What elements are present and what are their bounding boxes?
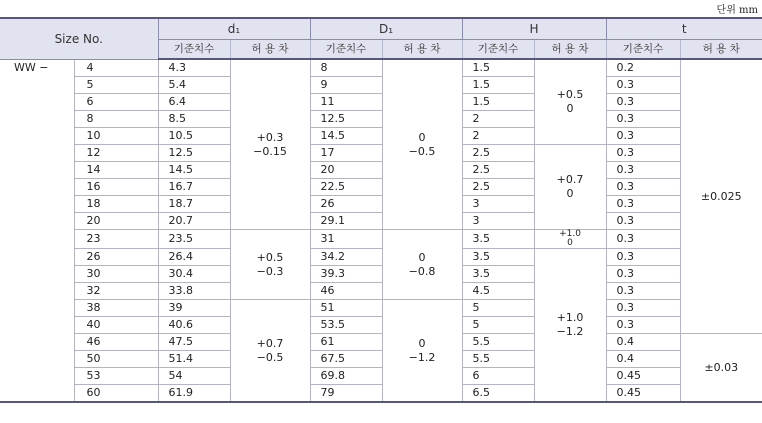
size-no-cell: 26 xyxy=(74,249,158,266)
d1-nominal-cell: 18.7 xyxy=(158,196,230,213)
H-nominal-cell: 2.5 xyxy=(462,162,534,179)
d1-nominal-cell: 10.5 xyxy=(158,128,230,145)
H-tolerance-cell-upper: +1.0 xyxy=(559,229,581,239)
size-no-cell: 32 xyxy=(74,283,158,300)
D1-nominal-cell: 67.5 xyxy=(310,351,382,368)
t-nominal-cell: 0.3 xyxy=(606,249,680,266)
D1-nominal-cell: 17 xyxy=(310,145,382,162)
H-tolerance-cell-upper: +0.7 xyxy=(556,173,584,186)
d1-tolerance-cell-lower: −0.5 xyxy=(256,350,284,364)
d1-nominal-cell: 5.4 xyxy=(158,77,230,94)
table-row xyxy=(0,351,762,368)
table-row xyxy=(0,128,762,145)
d1-tolerance-cell-upper: +0.7 xyxy=(256,336,284,350)
header-size-no: Size No. xyxy=(0,18,158,59)
D1-nominal-cell: 34.2 xyxy=(310,249,382,266)
t-tolerance-cell-upper: ±0.03 xyxy=(704,360,739,374)
D1-nominal-cell: 79 xyxy=(310,385,382,403)
d1-nominal-cell: 51.4 xyxy=(158,351,230,368)
header-H: H xyxy=(462,18,606,39)
H-tolerance-cell xyxy=(534,59,606,145)
t-nominal-cell: 0.3 xyxy=(606,179,680,196)
t-nominal-cell: 0.3 xyxy=(606,300,680,317)
t-nominal-cell: 0.2 xyxy=(606,59,680,77)
table-row xyxy=(0,162,762,179)
d1-nominal-cell: 33.8 xyxy=(158,283,230,300)
t-nominal-cell: 0.4 xyxy=(606,334,680,351)
size-no-cell: 14 xyxy=(74,162,158,179)
table-row xyxy=(0,179,762,196)
D1-nominal-cell: 61 xyxy=(310,334,382,351)
size-no-cell: 20 xyxy=(74,213,158,230)
size-no-cell: 53 xyxy=(74,368,158,385)
D1-tolerance-cell-lower: −0.5 xyxy=(408,144,436,158)
t-tolerance-cell-upper: ±0.025 xyxy=(700,189,742,203)
t-nominal-cell: 0.45 xyxy=(606,368,680,385)
size-no-cell: 6 xyxy=(74,94,158,111)
D1-tolerance-cell-upper: 0 xyxy=(418,250,426,264)
D1-tolerance-cell-lower: −1.2 xyxy=(408,350,436,364)
t-tolerance-cell xyxy=(680,334,762,403)
d1-nominal-cell: 12.5 xyxy=(158,145,230,162)
size-no-cell: 38 xyxy=(74,300,158,317)
header-t-nominal: 기준치수 xyxy=(606,39,680,59)
H-nominal-cell: 3 xyxy=(462,213,534,230)
H-nominal-cell: 2 xyxy=(462,128,534,145)
t-nominal-cell: 0.3 xyxy=(606,266,680,283)
H-nominal-cell: 4.5 xyxy=(462,283,534,300)
d1-tolerance-cell xyxy=(230,230,310,300)
H-tolerance-cell-lower: 0 xyxy=(567,238,573,248)
D1-nominal-cell: 22.5 xyxy=(310,179,382,196)
table-row xyxy=(0,111,762,128)
size-no-cell: 12 xyxy=(74,145,158,162)
D1-tolerance-cell xyxy=(382,300,462,403)
d1-nominal-cell: 16.7 xyxy=(158,179,230,196)
H-tolerance-cell-lower: −1.2 xyxy=(556,325,584,338)
d1-tolerance-cell-upper: +0.3 xyxy=(256,130,284,144)
t-nominal-cell: 0.45 xyxy=(606,385,680,403)
table-row xyxy=(0,230,762,249)
D1-tolerance-cell xyxy=(382,59,462,230)
table-row xyxy=(0,94,762,111)
H-nominal-cell: 3.5 xyxy=(462,266,534,283)
H-nominal-cell: 5.5 xyxy=(462,351,534,368)
table-row xyxy=(0,317,762,334)
t-nominal-cell: 0.3 xyxy=(606,213,680,230)
dimension-table xyxy=(0,17,762,403)
t-nominal-cell: 0.3 xyxy=(606,128,680,145)
t-nominal-cell: 0.3 xyxy=(606,77,680,94)
unit-label: 단위 mm xyxy=(716,5,758,16)
H-tolerance-cell xyxy=(534,230,606,249)
d1-nominal-cell: 26.4 xyxy=(158,249,230,266)
H-nominal-cell: 3.5 xyxy=(462,249,534,266)
d1-nominal-cell: 30.4 xyxy=(158,266,230,283)
H-nominal-cell: 5.5 xyxy=(462,334,534,351)
d1-nominal-cell: 39 xyxy=(158,300,230,317)
D1-tolerance-cell-upper: 0 xyxy=(418,130,426,144)
table-row xyxy=(0,266,762,283)
table-row xyxy=(0,196,762,213)
t-tolerance-cell xyxy=(680,59,762,334)
size-no-cell: 23 xyxy=(74,230,158,249)
H-nominal-cell: 6.5 xyxy=(462,385,534,403)
D1-nominal-cell: 46 xyxy=(310,283,382,300)
size-no-cell: 10 xyxy=(74,128,158,145)
D1-tolerance-cell-upper: 0 xyxy=(418,336,426,350)
header-d1-nominal: 기준치수 xyxy=(158,39,230,59)
D1-tolerance-cell-lower: −0.8 xyxy=(408,264,436,278)
table-row xyxy=(0,283,762,300)
H-nominal-cell: 2 xyxy=(462,111,534,128)
H-nominal-cell: 2.5 xyxy=(462,179,534,196)
table-row xyxy=(0,368,762,385)
D1-nominal-cell: 69.8 xyxy=(310,368,382,385)
d1-nominal-cell: 47.5 xyxy=(158,334,230,351)
d1-tolerance-cell xyxy=(230,300,310,403)
table-row xyxy=(0,249,762,266)
t-nominal-cell: 0.3 xyxy=(606,111,680,128)
H-tolerance-cell xyxy=(534,145,606,230)
H-tolerance-cell-lower: 0 xyxy=(566,102,574,115)
table-row xyxy=(0,213,762,230)
d1-nominal-cell: 23.5 xyxy=(158,230,230,249)
D1-tolerance-cell xyxy=(382,230,462,300)
header-H-nominal: 기준치수 xyxy=(462,39,534,59)
table-row xyxy=(0,300,762,317)
table-row xyxy=(0,385,762,403)
H-nominal-cell: 6 xyxy=(462,368,534,385)
header-D1-tolerance: 허 용 차 xyxy=(382,39,462,59)
d1-nominal-cell: 54 xyxy=(158,368,230,385)
H-nominal-cell: 1.5 xyxy=(462,94,534,111)
header-d1: d₁ xyxy=(158,18,310,39)
table-row xyxy=(0,145,762,162)
d1-nominal-cell: 40.6 xyxy=(158,317,230,334)
size-no-cell: 5 xyxy=(74,77,158,94)
d1-tolerance-cell-lower: −0.3 xyxy=(256,264,284,278)
D1-nominal-cell: 31 xyxy=(310,230,382,249)
size-no-cell: 16 xyxy=(74,179,158,196)
size-no-cell: 40 xyxy=(74,317,158,334)
H-tolerance-cell xyxy=(534,249,606,403)
t-nominal-cell: 0.3 xyxy=(606,94,680,111)
table-row xyxy=(0,334,762,351)
d1-nominal-cell: 4.3 xyxy=(158,59,230,77)
d1-nominal-cell: 8.5 xyxy=(158,111,230,128)
D1-nominal-cell: 53.5 xyxy=(310,317,382,334)
D1-nominal-cell: 39.3 xyxy=(310,266,382,283)
t-nominal-cell: 0.3 xyxy=(606,317,680,334)
d1-tolerance-cell-lower: −0.15 xyxy=(253,144,287,158)
size-no-cell: 30 xyxy=(74,266,158,283)
d1-tolerance-cell-upper: +0.5 xyxy=(256,250,284,264)
size-no-cell: 46 xyxy=(74,334,158,351)
d1-nominal-cell: 14.5 xyxy=(158,162,230,179)
table-row xyxy=(0,77,762,94)
D1-nominal-cell: 8 xyxy=(310,59,382,77)
series-prefix: WW − xyxy=(0,59,74,402)
t-nominal-cell: 0.3 xyxy=(606,283,680,300)
D1-nominal-cell: 20 xyxy=(310,162,382,179)
header-H-tolerance: 허 용 차 xyxy=(534,39,606,59)
size-no-cell: 8 xyxy=(74,111,158,128)
H-nominal-cell: 3 xyxy=(462,196,534,213)
D1-nominal-cell: 51 xyxy=(310,300,382,317)
H-nominal-cell: 1.5 xyxy=(462,59,534,77)
H-nominal-cell: 2.5 xyxy=(462,145,534,162)
H-tolerance-cell-upper: +0.5 xyxy=(556,88,584,101)
H-nominal-cell: 5 xyxy=(462,300,534,317)
D1-nominal-cell: 11 xyxy=(310,94,382,111)
size-no-cell: 50 xyxy=(74,351,158,368)
D1-nominal-cell: 14.5 xyxy=(310,128,382,145)
table-row xyxy=(0,59,762,77)
H-nominal-cell: 5 xyxy=(462,317,534,334)
size-no-cell: 60 xyxy=(74,385,158,403)
t-nominal-cell: 0.3 xyxy=(606,196,680,213)
D1-nominal-cell: 12.5 xyxy=(310,111,382,128)
size-no-cell: 4 xyxy=(74,59,158,77)
t-nominal-cell: 0.4 xyxy=(606,351,680,368)
D1-nominal-cell: 29.1 xyxy=(310,213,382,230)
header-t: t xyxy=(606,18,762,39)
d1-nominal-cell: 20.7 xyxy=(158,213,230,230)
size-no-cell: 18 xyxy=(74,196,158,213)
t-nominal-cell: 0.3 xyxy=(606,162,680,179)
H-tolerance-cell-lower: 0 xyxy=(566,187,574,200)
d1-tolerance-cell xyxy=(230,59,310,230)
t-nominal-cell: 0.3 xyxy=(606,145,680,162)
H-tolerance-cell-upper: +1.0 xyxy=(556,311,584,324)
table-body xyxy=(0,59,762,402)
H-nominal-cell: 1.5 xyxy=(462,77,534,94)
header-t-tolerance: 허 용 차 xyxy=(680,39,762,59)
header-D1: D₁ xyxy=(310,18,462,39)
d1-nominal-cell: 6.4 xyxy=(158,94,230,111)
H-nominal-cell: 3.5 xyxy=(462,230,534,249)
D1-nominal-cell: 26 xyxy=(310,196,382,213)
d1-nominal-cell: 61.9 xyxy=(158,385,230,403)
header-d1-tolerance: 허 용 차 xyxy=(230,39,310,59)
t-nominal-cell: 0.3 xyxy=(606,230,680,249)
header-D1-nominal: 기준치수 xyxy=(310,39,382,59)
D1-nominal-cell: 9 xyxy=(310,77,382,94)
